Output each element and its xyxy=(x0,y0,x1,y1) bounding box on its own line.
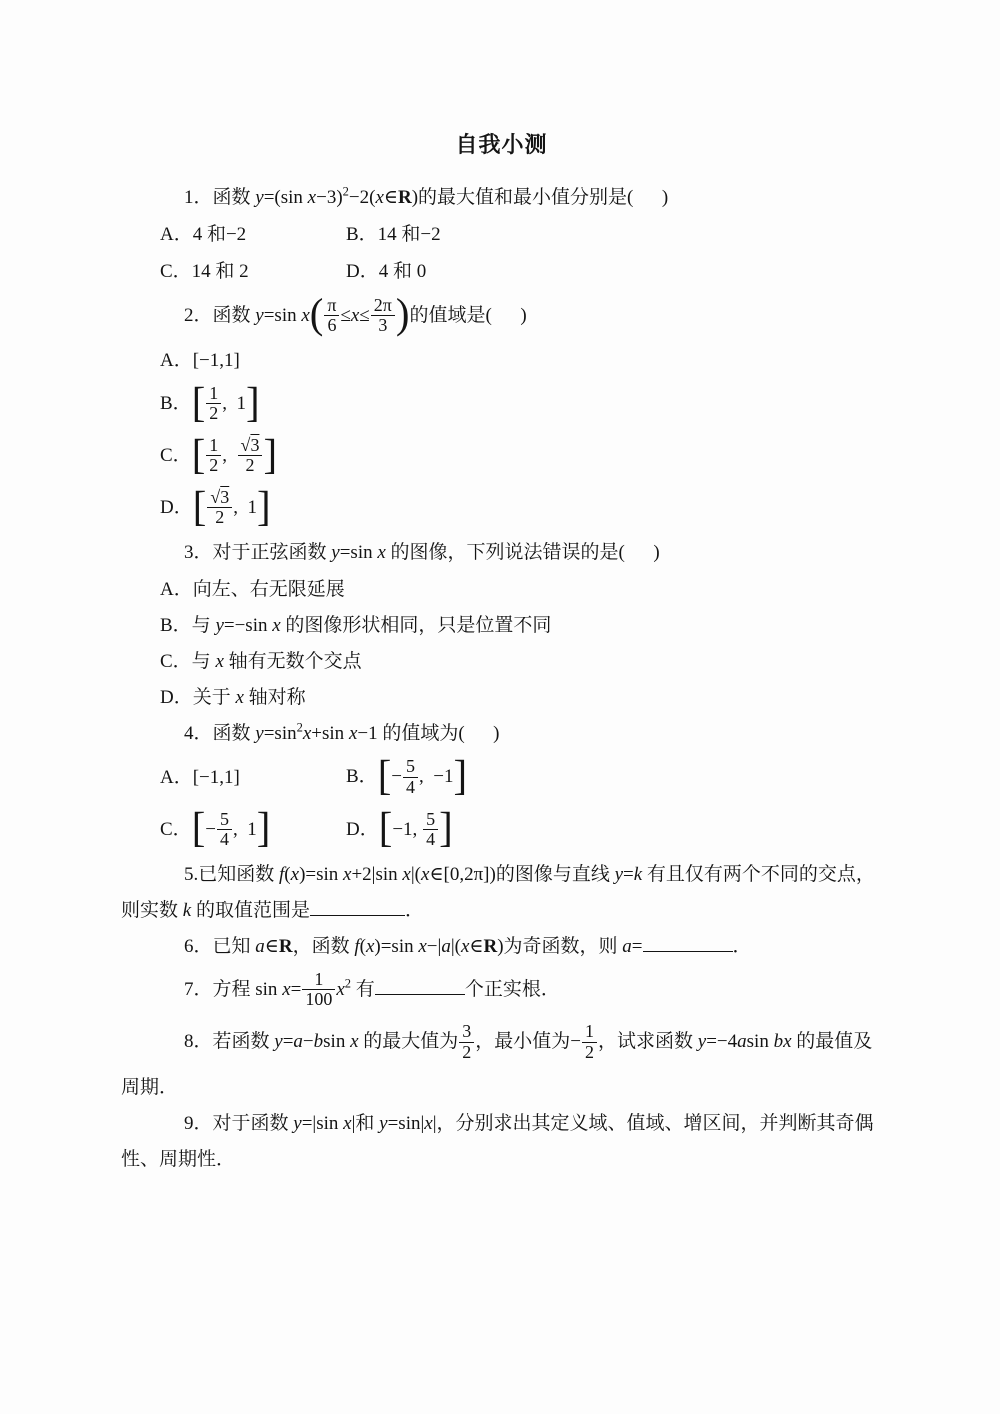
text-run: ( xyxy=(359,936,366,958)
math-variable: x xyxy=(365,936,375,958)
fraction-denominator: 2 xyxy=(462,1041,472,1062)
text-run: )为奇函数，则 xyxy=(497,936,623,958)
question-9-line-1 xyxy=(121,1112,882,1135)
text-run: sin xyxy=(323,1031,351,1053)
text-run: ，函数 xyxy=(292,936,355,958)
fraction-denominator: 4 xyxy=(406,776,416,797)
text-run: B． xyxy=(160,392,192,414)
text-run: D．4 和 0 xyxy=(346,261,427,283)
question-5-line-2 xyxy=(121,899,882,922)
text-run: D． xyxy=(160,497,193,519)
big-delimiter: [ xyxy=(377,752,392,800)
question-8-line-1 xyxy=(121,1023,882,1062)
option-first xyxy=(160,766,346,789)
text-run: 7．方程 sin xyxy=(184,979,283,1001)
text-run: =|sin xyxy=(301,1112,344,1134)
q3-option-a xyxy=(121,578,882,601)
text-run: 有 xyxy=(351,979,375,1001)
fraction-denominator: 6 xyxy=(327,314,337,335)
math-variable: a xyxy=(441,936,451,958)
text-run: C． xyxy=(160,445,192,467)
fraction-numerator: 2π xyxy=(371,296,395,316)
big-delimiter: ) xyxy=(395,290,410,338)
math-variable: f xyxy=(279,863,285,885)
math-variable: x xyxy=(375,187,384,208)
text-run: 的值域是( ) xyxy=(409,304,527,326)
option-second xyxy=(346,752,468,800)
text-run: 周期． xyxy=(121,1076,179,1098)
text-run: , 1 xyxy=(233,497,257,519)
text-run: 则实数 xyxy=(121,899,183,921)
math-variable: y xyxy=(293,1112,302,1134)
text-run: |和 xyxy=(351,1112,380,1134)
big-delimiter: ] xyxy=(256,804,271,852)
fraction xyxy=(217,810,232,849)
fraction-numerator: 5 xyxy=(217,810,232,830)
text-run: −1 的值域为( ) xyxy=(357,723,500,745)
question-5-line-1 xyxy=(121,863,882,886)
text-run: ． xyxy=(404,899,424,921)
text-run: C．14 和 2 xyxy=(160,261,249,283)
fraction-numerator xyxy=(207,488,232,508)
text-run: = xyxy=(290,979,302,1001)
question-1 xyxy=(121,186,882,209)
text-run: ∈ xyxy=(469,936,484,958)
option-second xyxy=(346,804,453,852)
text-run: −| xyxy=(426,936,442,958)
text-run: 2．函数 xyxy=(184,304,256,326)
fraction xyxy=(403,757,418,796)
text-run: 5.已知函数 xyxy=(184,863,280,885)
text-run: ∈[0,2π])的图像与直线 xyxy=(429,863,615,885)
option-first xyxy=(160,804,346,852)
document-content xyxy=(121,186,882,1171)
text-run: ，最小值为− xyxy=(475,1031,581,1053)
text-run: A．[−1,1] xyxy=(160,767,240,789)
q2-option-b xyxy=(121,378,882,426)
option-second xyxy=(346,260,426,283)
page-title: 自我小测 xyxy=(455,132,548,157)
fraction-numerator: 1 xyxy=(206,384,221,404)
math-variable: x xyxy=(460,936,470,958)
text-run: sin xyxy=(746,1031,774,1053)
answer-blank xyxy=(310,899,405,916)
fraction xyxy=(207,488,232,527)
text-run: , xyxy=(222,445,237,467)
option-first xyxy=(160,260,346,283)
text-run: 8．若函数 xyxy=(184,1031,275,1053)
text-run: =sin xyxy=(263,304,302,326)
math-variable: x xyxy=(348,723,358,745)
math-variable: a xyxy=(737,1031,747,1053)
question-9-line-2 xyxy=(121,1148,882,1171)
fraction-numerator: 1 xyxy=(206,436,221,456)
big-delimiter: [ xyxy=(191,430,206,478)
text-run: ∈ xyxy=(264,936,279,958)
text-run: D． xyxy=(346,818,379,840)
text-run: =sin xyxy=(339,542,378,564)
q4-options-ab xyxy=(121,752,882,800)
text-run: 有且仅有两个不同的交点， xyxy=(642,863,875,885)
q3-option-b xyxy=(121,614,882,637)
math-variable: y xyxy=(255,187,264,208)
math-variable: x xyxy=(301,304,310,326)
question-4 xyxy=(121,722,882,745)
math-variable: a xyxy=(255,936,265,958)
math-variable: y xyxy=(255,304,264,326)
fraction-denominator: 2 xyxy=(585,1041,594,1062)
big-delimiter: [ xyxy=(191,804,206,852)
text-run: − xyxy=(391,766,403,788)
fraction xyxy=(371,296,395,335)
math-variable: y xyxy=(215,614,224,636)
big-delimiter: ] xyxy=(453,752,468,800)
big-delimiter: [ xyxy=(192,483,207,530)
math-variable: x xyxy=(272,614,281,636)
fraction-denominator: 3 xyxy=(378,314,388,335)
text-run: 的图像形状相同，只是位置不同 xyxy=(280,614,552,636)
text-run: 的图像，下列说法错误的是( ) xyxy=(385,542,660,564)
fraction-denominator: 2 xyxy=(245,455,255,476)
fraction xyxy=(302,970,335,1009)
math-variable: x xyxy=(235,687,244,709)
superscript: 2 xyxy=(344,976,352,991)
math-variable: y xyxy=(697,1031,707,1053)
math-variable: x xyxy=(307,187,317,208)
bold-set-symbol: R xyxy=(278,936,293,958)
fraction xyxy=(206,436,221,475)
text-run: =−4 xyxy=(706,1031,738,1053)
text-run: +2|sin xyxy=(351,863,403,885)
fraction xyxy=(238,436,263,475)
text-run: =sin xyxy=(263,723,297,745)
big-delimiter: ] xyxy=(263,430,278,478)
fraction-denominator: 2 xyxy=(209,455,219,476)
text-run: |( xyxy=(410,863,421,885)
text-run: 轴有无数个交点 xyxy=(223,650,362,672)
superscript: 2 xyxy=(296,720,303,735)
fraction-numerator: 5 xyxy=(423,810,438,830)
fraction-denominator: 4 xyxy=(426,828,436,849)
math-variable: k xyxy=(182,899,192,921)
fraction xyxy=(459,1022,474,1061)
math-variable: x xyxy=(282,979,291,1001)
q3-option-d xyxy=(121,686,882,709)
superscript: 2 xyxy=(342,184,349,199)
text-run: ( xyxy=(284,863,291,885)
fraction xyxy=(582,1022,597,1061)
sqrt-radicand: 3 xyxy=(220,487,230,508)
text-run: B．14 和−2 xyxy=(346,224,441,246)
math-variable: k xyxy=(633,863,643,885)
fraction-denominator: 4 xyxy=(220,828,230,849)
text-run: B．与 xyxy=(160,614,216,636)
question-7 xyxy=(121,971,882,1010)
big-delimiter: [ xyxy=(378,804,393,852)
text-run: −3) xyxy=(316,187,343,208)
big-delimiter: ] xyxy=(439,804,453,852)
text-run: )=sin xyxy=(374,936,419,958)
text-run: +sin xyxy=(311,723,349,745)
math-variable: y xyxy=(255,723,264,745)
math-variable: x xyxy=(402,863,411,885)
text-run: 的最值及 xyxy=(791,1031,873,1053)
text-run: 4．函数 xyxy=(184,723,256,745)
math-variable: x xyxy=(424,1112,433,1134)
text-run: A．4 和−2 xyxy=(160,224,247,246)
text-run: 性、周期性． xyxy=(121,1148,236,1170)
big-delimiter: ( xyxy=(309,290,324,338)
question-2 xyxy=(121,290,882,338)
math-variable: y xyxy=(274,1031,283,1053)
bold-set-symbol: R xyxy=(397,187,412,208)
math-variable: x xyxy=(215,650,224,672)
fraction-numerator xyxy=(238,436,263,456)
text-run: ，试求函数 xyxy=(598,1031,698,1053)
text-run: =(sin xyxy=(263,187,308,208)
fraction-denominator: 2 xyxy=(215,507,225,528)
q1-options-cd xyxy=(121,259,882,283)
q2-option-c xyxy=(121,430,882,478)
text-run: − xyxy=(205,818,217,840)
text-run: 9．对于函数 xyxy=(184,1112,294,1134)
math-variable: x xyxy=(350,304,360,326)
fraction-numerator: 1 xyxy=(582,1022,597,1042)
text-run: 的最大值为 xyxy=(358,1031,459,1053)
math-variable: x xyxy=(343,863,352,885)
math-variable: a xyxy=(622,936,632,958)
text-run: C．与 xyxy=(160,650,216,672)
answer-blank xyxy=(375,978,465,995)
math-variable: y xyxy=(379,1112,388,1134)
math-variable: x xyxy=(343,1112,352,1134)
text-run: −1, xyxy=(392,818,423,840)
q2-option-a xyxy=(121,349,882,372)
text-run: 6．已知 xyxy=(184,936,256,958)
text-run: ∈ xyxy=(383,187,398,208)
text-run: D．关于 xyxy=(160,687,236,709)
option-second xyxy=(346,223,441,246)
math-variable: x xyxy=(377,542,386,564)
text-run: = xyxy=(282,1031,294,1053)
question-8-line-2 xyxy=(121,1076,882,1099)
option-first xyxy=(160,223,346,246)
fraction-numerator: π xyxy=(324,296,339,316)
q1-options-ab xyxy=(121,222,882,246)
text-run: − xyxy=(302,1031,314,1053)
math-variable: x xyxy=(350,1031,359,1053)
fraction-numerator: 1 xyxy=(302,970,335,990)
text-run: −2( xyxy=(348,187,376,208)
math-variable: x xyxy=(421,863,430,885)
question-3 xyxy=(121,541,882,564)
text-run: , 1 xyxy=(222,392,247,414)
text-run: C． xyxy=(160,818,192,840)
fraction-denominator: 100 xyxy=(305,989,333,1010)
fraction xyxy=(324,296,339,335)
text-run: 3．对于正弦函数 xyxy=(184,542,332,564)
math-variable: x xyxy=(302,723,312,745)
text-run: 1．函数 xyxy=(184,187,256,208)
text-run: |，分别求出其定义域、值域、增区间，并判断其奇偶 xyxy=(432,1112,874,1134)
big-delimiter: [ xyxy=(191,378,206,426)
math-variable: bx xyxy=(773,1031,792,1053)
math-variable: x xyxy=(290,863,300,885)
text-run: B． xyxy=(346,766,378,788)
text-run: , −1 xyxy=(419,766,454,788)
big-delimiter: ] xyxy=(246,378,260,426)
question-6 xyxy=(121,935,882,958)
radical-sign-icon: √ xyxy=(240,435,251,456)
text-run: 的取值范围是 xyxy=(191,899,310,921)
math-variable: b xyxy=(313,1031,324,1053)
bold-set-symbol: R xyxy=(483,936,498,958)
math-variable: x xyxy=(336,979,345,1001)
math-variable: y xyxy=(614,863,624,885)
math-variable: y xyxy=(331,542,340,564)
big-delimiter: ] xyxy=(256,483,271,530)
math-variable: f xyxy=(354,936,360,958)
text-run: 轴对称 xyxy=(243,687,306,709)
text-run: A．[−1,1] xyxy=(160,349,240,371)
fraction-denominator: 2 xyxy=(209,403,219,424)
text-run: )的最大值和最小值分别是( ) xyxy=(411,187,669,208)
text-run: = xyxy=(623,863,634,885)
answer-blank xyxy=(643,935,733,952)
fraction-numerator: 5 xyxy=(403,757,418,777)
fraction xyxy=(206,384,221,423)
q4-options-cd xyxy=(121,804,882,852)
text-run: =−sin xyxy=(223,614,273,636)
text-run: =sin| xyxy=(387,1112,425,1134)
radical-sign-icon: √ xyxy=(210,487,221,508)
text-run: 个正实根． xyxy=(464,979,560,1001)
q3-option-c xyxy=(121,650,882,673)
text-run: ≤ xyxy=(359,304,370,326)
text-run: A．向左、右无限延展 xyxy=(160,578,345,600)
math-variable: a xyxy=(293,1031,303,1053)
text-run: ≤ xyxy=(340,304,351,326)
text-run: = xyxy=(631,936,643,958)
text-run: |( xyxy=(450,936,461,958)
math-variable: x xyxy=(418,936,427,958)
q2-option-d xyxy=(121,483,882,530)
sqrt-radicand: 3 xyxy=(250,435,260,456)
text-run: )=sin xyxy=(299,863,344,885)
fraction xyxy=(423,810,438,849)
text-run: , 1 xyxy=(233,818,257,840)
text-run: ． xyxy=(732,936,752,958)
fraction-numerator: 3 xyxy=(459,1022,474,1042)
